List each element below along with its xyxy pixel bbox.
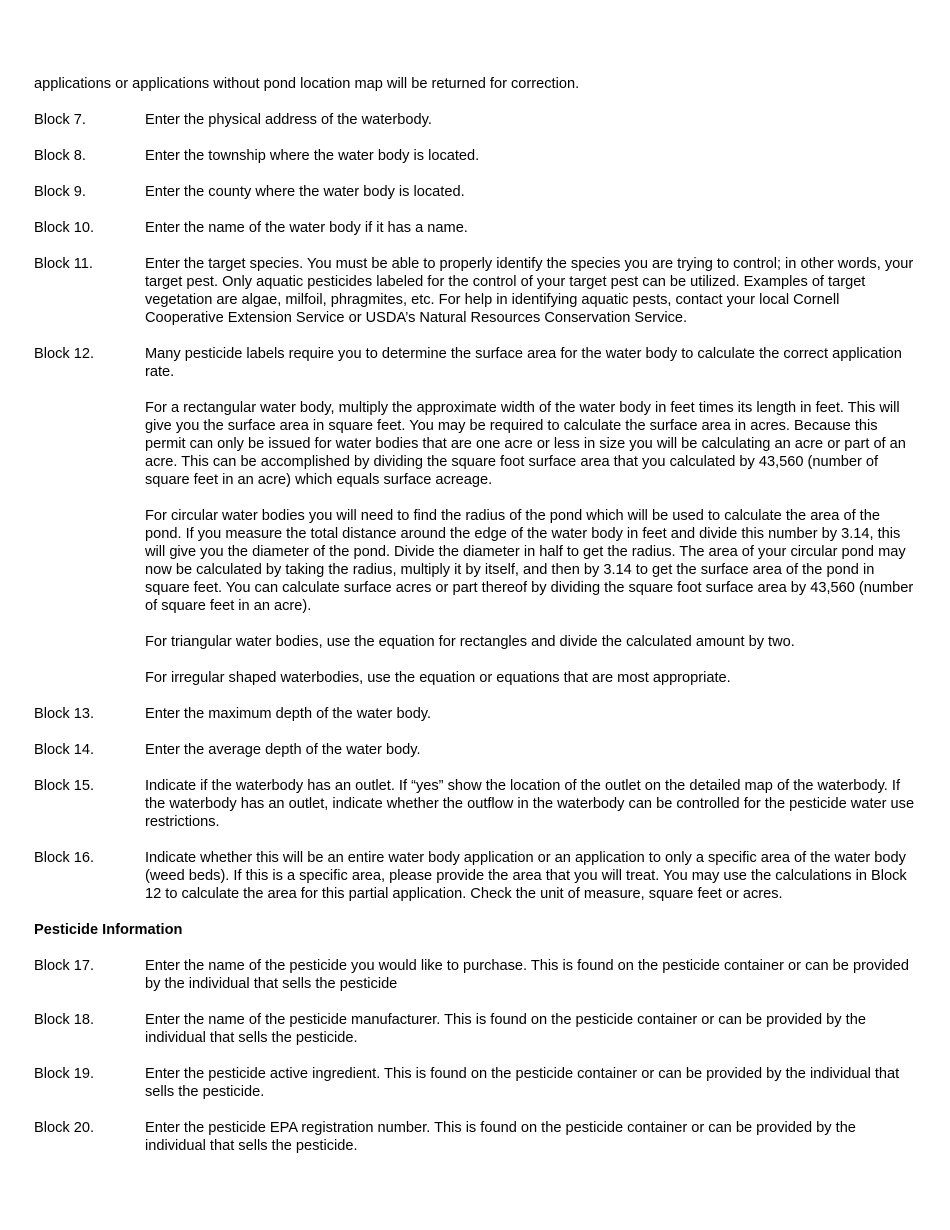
block-paragraph: For triangular water bodies, use the equation for rectangles and divide the calculated amount by two. [145,634,795,650]
instruction-block [34,741,916,759]
block-body [145,705,916,723]
block-label: Block 12. [34,346,95,362]
block-body [145,1011,916,1047]
instruction-block [34,957,916,993]
block-paragraph: Enter the pesticide EPA registration number. This is found on the pesticide container or can be provided by the individual that sells the pesticide. [145,1120,856,1154]
instruction-block [34,1065,916,1101]
block-label: Block 13. [34,706,95,722]
block-label: Block 16. [34,850,95,866]
block-body [145,111,916,129]
instruction-block [34,345,916,687]
instruction-block [34,255,916,327]
block-paragraph: Enter the pesticide active ingredient. This is found on the pesticide container or can be provided by the individual that sells the pesticide. [145,1066,900,1100]
block-body [145,219,916,237]
block-paragraph: Indicate whether this will be an entire water body application or an application to only a specific area of the water body (weed beds). If this is a specific area, please provide the area that you will treat. You may use the calculations in Block 12 to calculate the area for this partial application. Check the unit of measure, square feet or acres. [145,850,907,902]
block-label: Block 11. [34,256,93,272]
block-body [145,255,916,327]
instruction-block [34,1011,916,1047]
block-body [145,849,916,903]
block-label: Block 17. [34,958,95,974]
block-paragraph: Enter the name of the pesticide manufacturer. This is found on the pesticide container or can be provided by the individual that sells the pesticide. [145,1012,866,1046]
block-paragraph: For circular water bodies you will need to find the radius of the pond which will be used to calculate the area of the pond. If you measure the total distance around the edge of the water body in feet and divide this number by 3.14, this will give you the diameter of the pond. Divide the diameter in half to get the radius. The area of your circular pond may now be calculated by taking the radius, multiply it by itself, and then by 3.14 to get the surface area of the pond in square feet. You can calculate surface acres or part thereof by dividing the square foot surface area by 43,560 (number of square feet in an acre). [145,508,914,614]
block-paragraph: Enter the township where the water body is located. [145,148,480,164]
block-label: Block 14. [34,742,95,758]
instruction-block [34,183,916,201]
block-body [145,147,916,165]
block-label: Block 18. [34,1012,95,1028]
block-body [145,183,916,201]
block-label: Block 15. [34,778,95,794]
block-paragraph: Indicate if the waterbody has an outlet. If “yes” show the location of the outlet on the detailed map of the waterbody. If the waterbody has an outlet, indicate whether the outflow in the waterbody can be controlled for the pesticide water use restrictions. [145,778,915,830]
section-heading-pesticide-information: Pesticide Information [34,922,183,938]
instruction-block [34,777,916,831]
block-paragraph: For irregular shaped waterbodies, use the equation or equations that are most appropriate. [145,670,731,686]
block-body [145,1119,916,1155]
document-page [34,75,916,1173]
block-label: Block 8. [34,148,86,164]
instruction-block [34,147,916,165]
intro-text: applications or applications without pond location map will be returned for correction. [34,76,580,92]
block-label: Block 19. [34,1066,95,1082]
instruction-block [34,705,916,723]
block-body [145,777,916,831]
block-body [145,1065,916,1101]
block-label: Block 7. [34,112,86,128]
block-body [145,345,916,687]
block-paragraph: Enter the maximum depth of the water body. [145,706,432,722]
block-label: Block 10. [34,220,95,236]
instruction-block [34,1119,916,1155]
block-paragraph: Enter the name of the pesticide you would like to purchase. This is found on the pesticide container or can be provided by the individual that sells the pesticide [145,958,909,992]
block-list-site-information [34,111,916,903]
instruction-block [34,849,916,903]
block-list-pesticide-information [34,957,916,1155]
block-paragraph: Enter the average depth of the water body. [145,742,421,758]
block-paragraph: Many pesticide labels require you to determine the surface area for the water body to calculate the correct application rate. [145,346,902,380]
block-paragraph: Enter the target species. You must be able to properly identify the species you are trying to control; in other words, your target pest. Only aquatic pesticides labeled for the control of your target pest can be utilized. Examples of target vegetation are algae, milfoil, phragmites, etc. For help in identifying aquatic pests, contact your local Cornell Cooperative Extension Service or USDA’s Natural Resources Conservation Service. [145,256,914,326]
instruction-block [34,111,916,129]
block-label: Block 9. [34,184,86,200]
block-paragraph: For a rectangular water body, multiply the approximate width of the water body in feet times its length in feet. This will give you the surface area in square feet. You may be required to calculate the surface area in acres. Because this permit can only be issued for water bodies that are one acre or less in size you will be calculating an acre or part of an acre. This can be accomplished by dividing the square foot surface area that you calculated by 43,560 (number of square feet in an acre) which equals surface acreage. [145,400,906,488]
block-paragraph: Enter the name of the water body if it has a name. [145,220,468,236]
block-paragraph: Enter the county where the water body is located. [145,184,465,200]
block-label: Block 20. [34,1120,95,1136]
block-body [145,741,916,759]
instruction-block [34,219,916,237]
block-body [145,957,916,993]
block-paragraph: Enter the physical address of the waterbody. [145,112,432,128]
